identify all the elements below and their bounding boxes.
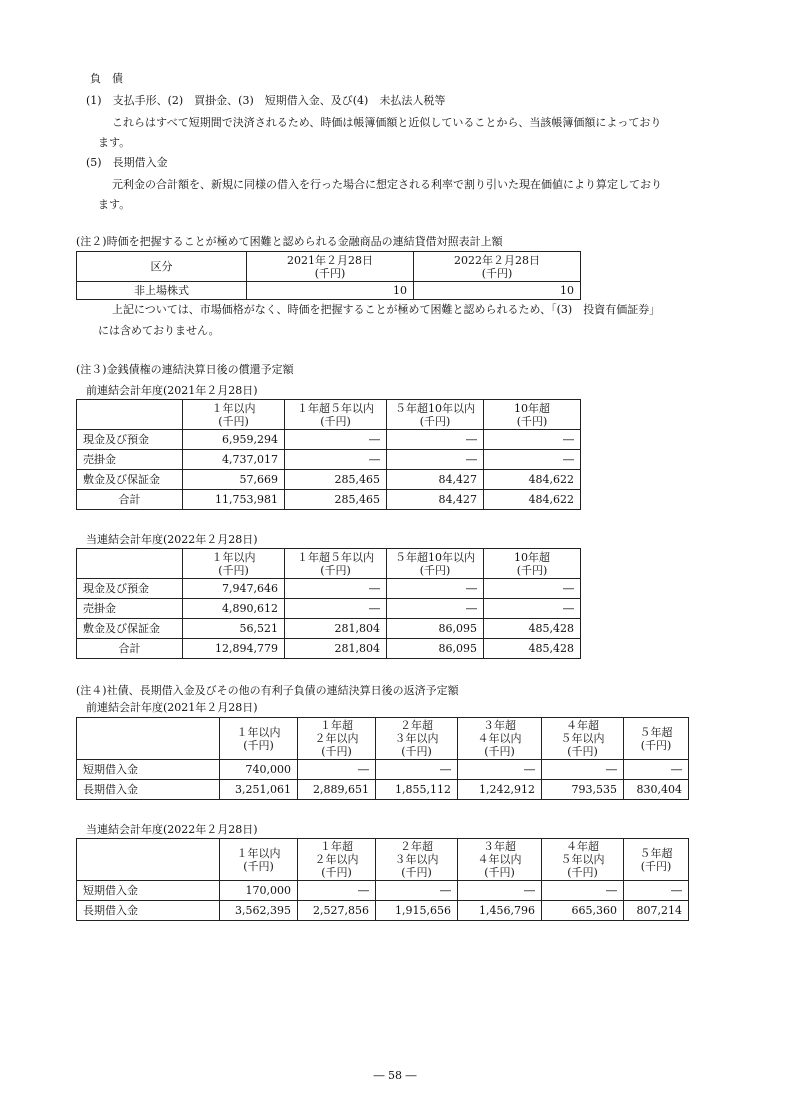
note3-curr-table [76, 548, 581, 659]
note4-curr-header-blank [77, 839, 220, 881]
note3-curr-header-3: ５年超10年以内 (千円) [387, 549, 484, 579]
cell: ― [484, 599, 581, 619]
note3-prev-header-blank [77, 400, 183, 430]
note4-prev-header-4: ３年超 ４年以内 (千円) [458, 718, 542, 760]
note3-prev-table [76, 399, 581, 510]
cell: 56,521 [183, 619, 285, 639]
cell: 86,095 [387, 639, 484, 659]
cell: ― [458, 881, 542, 901]
cell: ― [376, 760, 458, 780]
note2-header-curr: 2022年２月28日 (千円) [414, 252, 581, 282]
cell: 12,894,779 [183, 639, 285, 659]
cell: ― [298, 760, 376, 780]
table-row [77, 470, 581, 490]
note4-prev-table [76, 717, 689, 800]
cell: 4,737,017 [183, 450, 285, 470]
cell: 740,000 [220, 760, 298, 780]
table-row [77, 881, 689, 901]
cell: 2,527,856 [298, 901, 376, 921]
row-label: 現金及び預金 [77, 430, 183, 450]
cell: 1,855,112 [376, 780, 458, 800]
cell: ― [624, 881, 689, 901]
cell: 6,959,294 [183, 430, 285, 450]
liabilities-item5-body-2: ます。 [98, 198, 131, 211]
cell: 2,889,651 [298, 780, 376, 800]
cell: 84,427 [387, 470, 484, 490]
note4-prev-header-2: １年超 ２年以内 (千円) [298, 718, 376, 760]
note4-curr-label: 当連結会計年度(2022年２月28日) [86, 823, 258, 836]
cell: 3,562,395 [220, 901, 298, 921]
note3-prev-header-1: １年以内 (千円) [183, 400, 285, 430]
note4-curr-header-1: １年以内 (千円) [220, 839, 298, 881]
liabilities-item1-title: (1) 支払手形、(2) 買掛金、(3) 短期借入金、及び(4) 未払法人税等 [86, 94, 446, 107]
note4-prev-header-6: ５年超 (千円) [624, 718, 689, 760]
table-row [77, 901, 689, 921]
cell: ― [285, 579, 387, 599]
note3-prev-header-3: ５年超10年以内 (千円) [387, 400, 484, 430]
cell: ― [387, 599, 484, 619]
cell: 7,947,646 [183, 579, 285, 599]
cell: 485,428 [484, 639, 581, 659]
note2-row-prev: 10 [247, 282, 414, 300]
note4-curr-header-3: ２年超 ３年以内 (千円) [376, 839, 458, 881]
table-row [77, 760, 689, 780]
note2-row-label: 非上場株式 [77, 282, 247, 300]
cell: ― [298, 881, 376, 901]
cell: ― [285, 599, 387, 619]
note3-curr-label: 当連結会計年度(2022年２月28日) [86, 533, 258, 546]
note3-curr-header-2: １年超５年以内 (千円) [285, 549, 387, 579]
note4-curr-header-2: １年超 ２年以内 (千円) [298, 839, 376, 881]
cell: 484,622 [484, 490, 581, 510]
table-row-total [77, 490, 581, 510]
cell: 57,669 [183, 470, 285, 490]
page-number: ― 58 ― [373, 1069, 417, 1082]
cell: ― [624, 760, 689, 780]
note4-prev-header-3: ２年超 ３年以内 (千円) [376, 718, 458, 760]
note2-title: (注２)時価を把握することが極めて困難と認められる金融商品の連結貸借対照表計上額 [76, 235, 503, 248]
cell: 1,242,912 [458, 780, 542, 800]
table-row [77, 780, 689, 800]
note2-header-prev: 2021年２月28日 (千円) [247, 252, 414, 282]
note3-prev-header-2: １年超５年以内 (千円) [285, 400, 387, 430]
row-label: 敷金及び保証金 [77, 619, 183, 639]
cell: ― [484, 579, 581, 599]
note4-prev-label: 前連結会計年度(2021年２月28日) [86, 701, 258, 714]
note4-curr-header-6: ５年超 (千円) [624, 839, 689, 881]
cell: ― [542, 881, 624, 901]
note4-prev-header-1: １年以内 (千円) [220, 718, 298, 760]
cell: 281,804 [285, 619, 387, 639]
cell: ― [458, 760, 542, 780]
cell: ― [387, 430, 484, 450]
table-row [77, 599, 581, 619]
note4-curr-header-4: ３年超 ４年以内 (千円) [458, 839, 542, 881]
note3-curr-header-4: 10年超 (千円) [484, 549, 581, 579]
liabilities-item5-body-1: 元利金の合計額を、新規に同様の借入を行った場合に想定される利率で割り引いた現在価値により算定しており [112, 178, 662, 191]
note4-prev-header-5: ４年超 ５年以内 (千円) [542, 718, 624, 760]
cell: 11,753,981 [183, 490, 285, 510]
cell: 665,360 [542, 901, 624, 921]
row-label: 売掛金 [77, 599, 183, 619]
note4-prev-header-blank [77, 718, 220, 760]
row-label: 短期借入金 [77, 881, 220, 901]
row-label: 短期借入金 [77, 760, 220, 780]
row-label: 長期借入金 [77, 901, 220, 921]
cell: 170,000 [220, 881, 298, 901]
liabilities-heading: 負 債 [90, 72, 123, 85]
row-label: 売掛金 [77, 450, 183, 470]
note2-row-curr: 10 [414, 282, 581, 300]
cell: 285,465 [285, 490, 387, 510]
note3-title: (注３)金銭債権の連結決算日後の償還予定額 [76, 363, 294, 376]
cell: 1,915,656 [376, 901, 458, 921]
row-label: 敷金及び保証金 [77, 470, 183, 490]
note3-curr-header-blank [77, 549, 183, 579]
cell: ― [285, 450, 387, 470]
note3-curr-header-1: １年以内 (千円) [183, 549, 285, 579]
cell: 485,428 [484, 619, 581, 639]
cell: 807,214 [624, 901, 689, 921]
cell: 484,622 [484, 470, 581, 490]
cell: 3,251,061 [220, 780, 298, 800]
cell: 830,404 [624, 780, 689, 800]
cell: 793,535 [542, 780, 624, 800]
cell: ― [484, 430, 581, 450]
note2-text-1: 上記については、市場価格がなく、時価を把握することが極めて困難と認められるため、「(3) 投資有価証券」 [112, 303, 661, 316]
note4-curr-header-5: ４年超 ５年以内 (千円) [542, 839, 624, 881]
cell: 1,456,796 [458, 901, 542, 921]
cell: 86,095 [387, 619, 484, 639]
liabilities-item5-title: (5) 長期借入金 [86, 156, 168, 169]
row-label: 合計 [77, 639, 183, 659]
row-label: 合計 [77, 490, 183, 510]
table-row-total [77, 639, 581, 659]
table-row [77, 579, 581, 599]
cell: ― [376, 881, 458, 901]
cell: 285,465 [285, 470, 387, 490]
liabilities-item1-body-2: ます。 [98, 136, 131, 149]
table-row [77, 619, 581, 639]
row-label: 長期借入金 [77, 780, 220, 800]
cell: 84,427 [387, 490, 484, 510]
note2-text-2: には含めておりません。 [98, 324, 220, 337]
cell: 281,804 [285, 639, 387, 659]
cell: ― [285, 430, 387, 450]
table-row [77, 450, 581, 470]
table-row [77, 430, 581, 450]
note3-curr-wrapper [76, 548, 581, 659]
row-label: 現金及び預金 [77, 579, 183, 599]
note3-prev-label: 前連結会計年度(2021年２月28日) [86, 384, 258, 397]
note2-header-category: 区分 [77, 252, 247, 282]
note3-prev-header-4: 10年超 (千円) [484, 400, 581, 430]
cell: 4,890,612 [183, 599, 285, 619]
note4-title: (注４)社債、長期借入金及びその他の有利子負債の連結決算日後の返済予定額 [76, 684, 459, 697]
liabilities-item1-body-1: これらはすべて短期間で決済されるため、時価は帳簿価額と近似していることから、当該帳簿価額によっており [112, 116, 662, 129]
note2-table [76, 251, 581, 300]
cell: ― [387, 579, 484, 599]
cell: ― [387, 450, 484, 470]
cell: ― [484, 450, 581, 470]
cell: ― [542, 760, 624, 780]
note4-curr-table [76, 838, 689, 921]
